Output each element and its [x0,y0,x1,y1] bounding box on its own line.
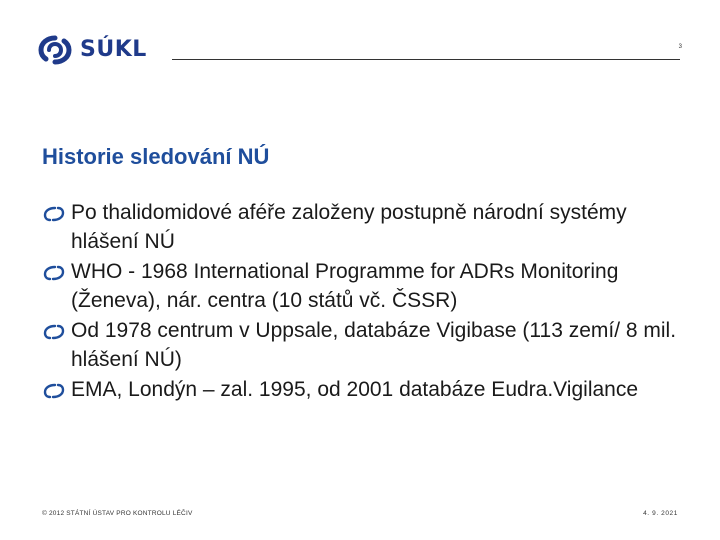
bullet-list [42,198,682,405]
bullet-text: Po thalidomidové aféře založeny postupně národní systémy hlášení NÚ [71,201,627,253]
sukl-logo-icon [38,35,72,65]
bullet-text: EMA, Londýn – zal. 1995, od 2001 databáze Eudra.Vigilance [71,378,639,401]
footer-date: 4. 9. 2021 [643,510,678,517]
bullet-item [42,316,682,374]
page-number: 3 [678,44,682,50]
bullet-item [42,198,682,256]
sukl-logo [38,34,147,66]
bullet-swirl-icon [42,206,66,222]
bullet-text: WHO - 1968 International Programme for ADRs Monitoring (Ženeva), nár. centra (10 států vč. ČSSR) [71,260,619,312]
header-divider [172,59,680,60]
bullet-swirl-icon [42,265,66,281]
bullet-swirl-icon [42,383,66,399]
bullet-item [42,375,682,404]
slide-title: Historie sledování NÚ [42,144,270,169]
bullet-swirl-icon [42,324,66,340]
footer-copyright: © 2012 STÁTNÍ ÚSTAV PRO KONTROLU LÉČIV [42,510,193,517]
logo-text: SÚKL [80,37,147,62]
bullet-text: Od 1978 centrum v Uppsale, databáze Vigibase (113 zemí/ 8 mil. hlášení NÚ) [71,319,677,371]
bullet-item [42,257,682,315]
